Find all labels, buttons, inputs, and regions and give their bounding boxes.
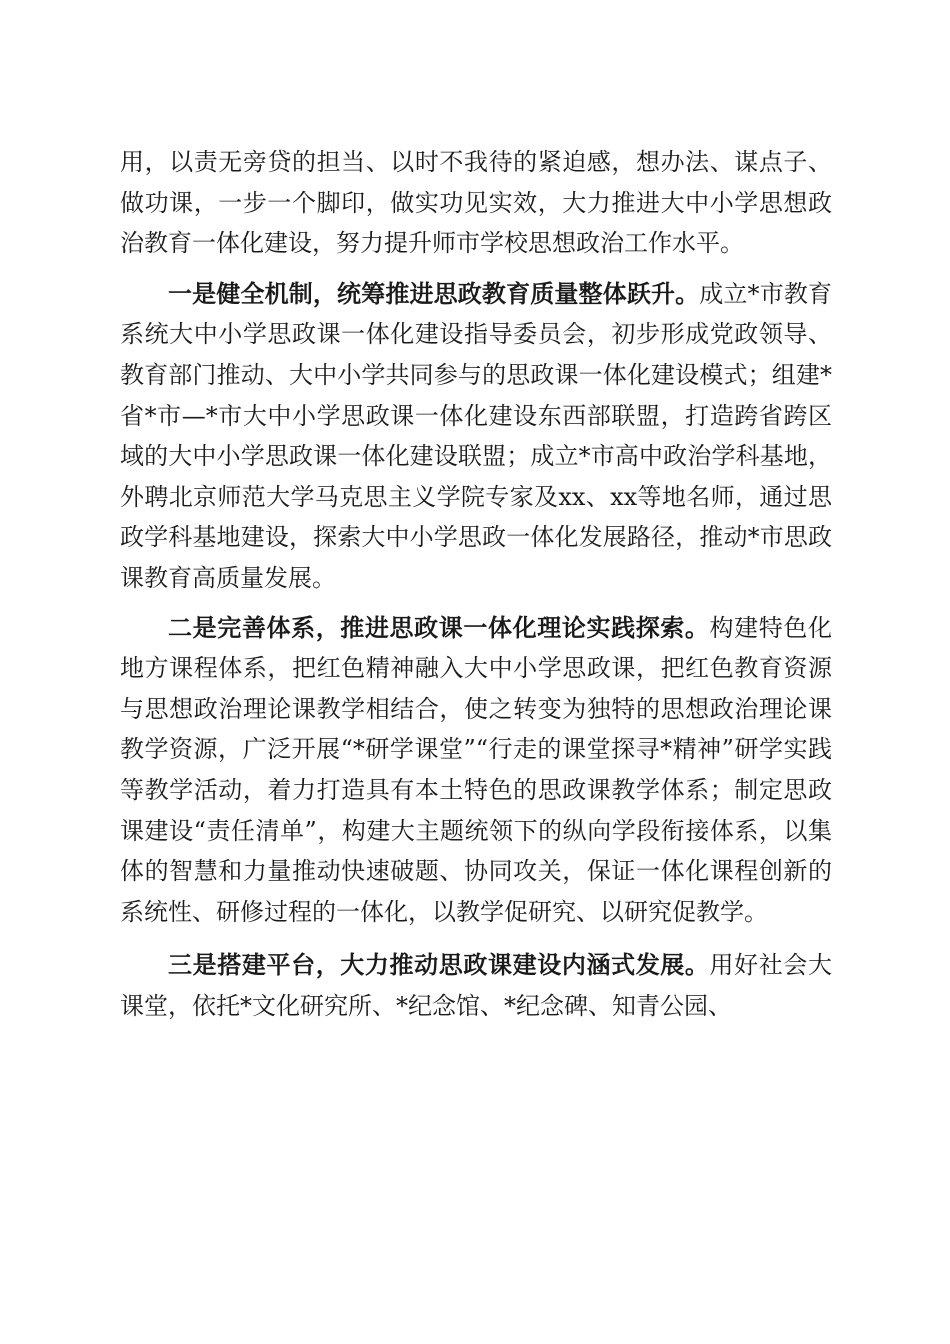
paragraph-text: 构建特色化地方课程体系，把红色精神融入大中小学思政课，把红色教育资源与思想政治理论课教学相结合，使之转变为独特的思想政治理论课教学资源，广泛开展“*研学课堂”“行走的课堂探寻*精神”研学实践等教学活动，着力打造具有本土特色的思政课教学体系；制定思政课建设“责任清单”，构建大主题统领下的纵向学段衔接体系，以集体的智慧和力量推动快速破题、协同攻关，保证一体化课程创新的系统性、研修过程的一体化，以教学促研究、以研究促教学。 [120,613,833,926]
paragraph-text: 用好社会大课堂，依托*文化研究所、*纪念馆、*纪念碑、知青公园、 [120,951,833,1020]
paragraph-system [120,608,832,933]
document-body [120,142,832,1026]
paragraph-heading: 二是完善体系，推进思政课一体化理论实践探索。 [168,612,710,642]
paragraph-text: 成立*市教育系统大中小学思政课一体化建设指导委员会，初步形成党政领导、教育部门推动、大中小学共同参与的思政课一体化建设模式；组建*省*市—*市大中小学思政课一体化建设东西部联盟，打造跨省跨区域的大中小学思政课一体化建设联盟；成立*市高中政治学科基地，外聘北京师范大学马克思主义学院专家及xx、xx等地名师，通过思政学科基地建设，探索大中小学思政一体化发展路径，推动*市思政课教育高质量发展。 [120,279,833,592]
paragraph-text: 用，以责无旁贷的担当、以时不我待的紧迫感，想办法、谋点子、做功课，一步一个脚印，做实功见实效，大力推进大中小学思想政治教育一体化建设，努力提升师市学校思想政治工作水平。 [120,148,832,258]
paragraph-mechanism [120,274,832,599]
paragraph-heading: 一是健全机制，统筹推进思政教育质量整体跃升。 [168,278,700,308]
paragraph-continuation [120,142,832,264]
paragraph-platform [120,945,832,1026]
paragraph-heading: 三是搭建平台，大力推动思政课建设内涵式发展。 [168,950,710,980]
